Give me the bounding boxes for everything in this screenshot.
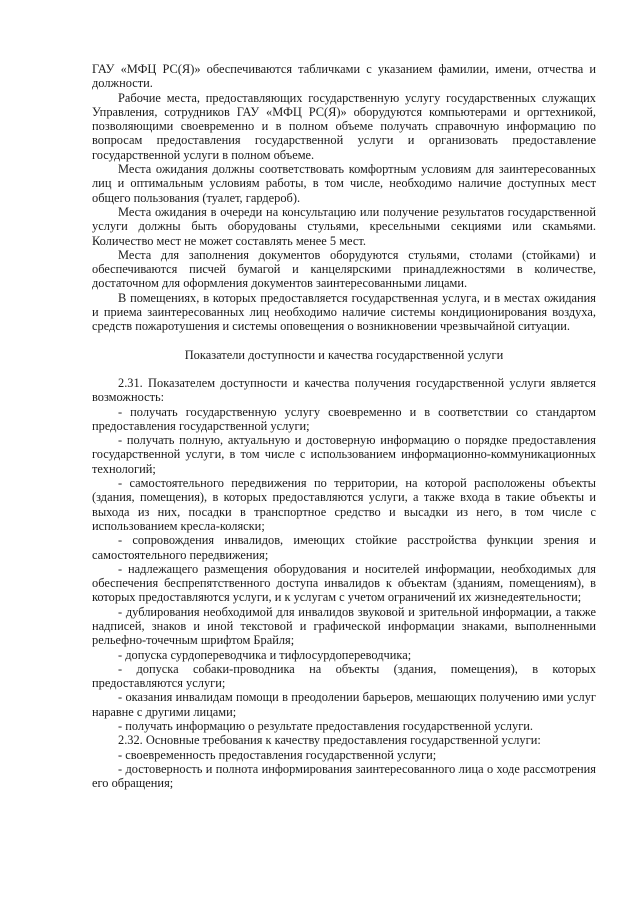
list-item: - надлежащего размещения оборудования и носителей информации, необходимых для обеспечения беспрепятственного доступа инвалидов к объектам (зданиям, помещениям), в которых предоставляются услуги, и к услугам с учетом ограничений их жизнедеятельности; — [92, 561, 596, 605]
list-item: - получать полную, актуальную и достоверную информацию о порядке предоставления государственной услуги, в том числе с использованием информационно-коммуникационных технологий; — [92, 433, 596, 476]
paragraph-waiting-places: Места ожидания должны соответствовать комфортным условиям для заинтересованных лиц и оптимальным условиям работы, в том числе, необходимо наличие доступных мест общего пользования (туалет, гардероб). — [92, 162, 596, 205]
list-item: - получать информацию о результате предоставления государственной услуги. — [118, 719, 533, 734]
paragraph-2-32: 2.32. Основные требования к качеству предоставления государственной услуги: — [118, 733, 541, 748]
document-page — [92, 62, 596, 791]
list-item: - сопровождения инвалидов, имеющих стойкие расстройства функции зрения и самостоятельного передвижения; — [92, 533, 596, 562]
list-item: - оказания инвалидам помощи в преодолении барьеров, мешающих получению ими услуг наравне с другими лицами; — [92, 690, 596, 719]
list-item: - самостоятельного передвижения по территории, на которой расположены объекты (здания, помещения), в которых предоставляются услуги, а также входа в такие объекты и выхода из них, посадки в транспортное средство и высадки из него, в том числе с использованием кресла-коляски; — [92, 476, 596, 533]
list-item: - дублирования необходимой для инвалидов звуковой и зрительной информации, а также надписей, знаков и иной текстовой и графической информации знаками, выполненными рельефно-точечным шрифтом Брайля; — [92, 604, 596, 648]
spacer — [92, 362, 596, 376]
list-item: - получать государственную услугу своевременно и в соответствии со стандартом предоставления государственной услуги; — [92, 404, 596, 433]
paragraph-queue-seating: Места ожидания в очереди на консультацию или получение результатов государственной услуги должны быть оборудованы стульями, кресельными секциями или скамьями. Количество мест не может составлять менее 5 мест. — [92, 204, 596, 248]
list-item: - допуска сурдопереводчика и тифлосурдопереводчика; — [118, 647, 412, 662]
paragraph-2-31: 2.31. Показателем доступности и качества получения государственной услуги является возможность: — [92, 375, 596, 405]
paragraph-premises-systems: В помещениях, в которых предоставляется государственная услуга, и в местах ожидания и приема заинтересованных лиц необходимо наличие системы кондиционирования воздуха, средств пожаротушения и системы оповещения о возникновении чрезвычайной ситуации. — [92, 290, 596, 334]
list-item: - достоверность и полнота информирования заинтересованного лица о ходе рассмотрения его обращения; — [92, 761, 596, 791]
paragraph-workplaces: Рабочие места, предоставляющих государственную услугу государственных служащих Управления, сотрудников ГАУ «МФЦ РС(Я)» оборудуются компьютерами и оргтехникой, позволяющими своевременно и в полном объеме получать справочную информацию по вопросам предоставления государственной услуги и организовать предоставление государственной услуги в полном объеме. — [92, 90, 596, 162]
spacer — [92, 334, 596, 348]
paragraph-mfc-signs: ГАУ «МФЦ РС(Я)» обеспечиваются табличками с указанием фамилии, имени, отчества и должности. — [92, 62, 596, 91]
section-heading: Показатели доступности и качества государственной услуги — [184, 347, 504, 362]
paragraph-form-filling: Места для заполнения документов оборудуются стульями, столами (стойками) и обеспечиваются писчей бумагой и канцелярскими принадлежностями в количестве, достаточном для оформления документов заинтересованными лицами. — [92, 247, 596, 291]
list-item: - допуска собаки-проводника на объекты (здания, помещения), в которых предоставляются услуги; — [92, 661, 596, 691]
list-item: - своевременность предоставления государственной услуги; — [118, 747, 437, 762]
